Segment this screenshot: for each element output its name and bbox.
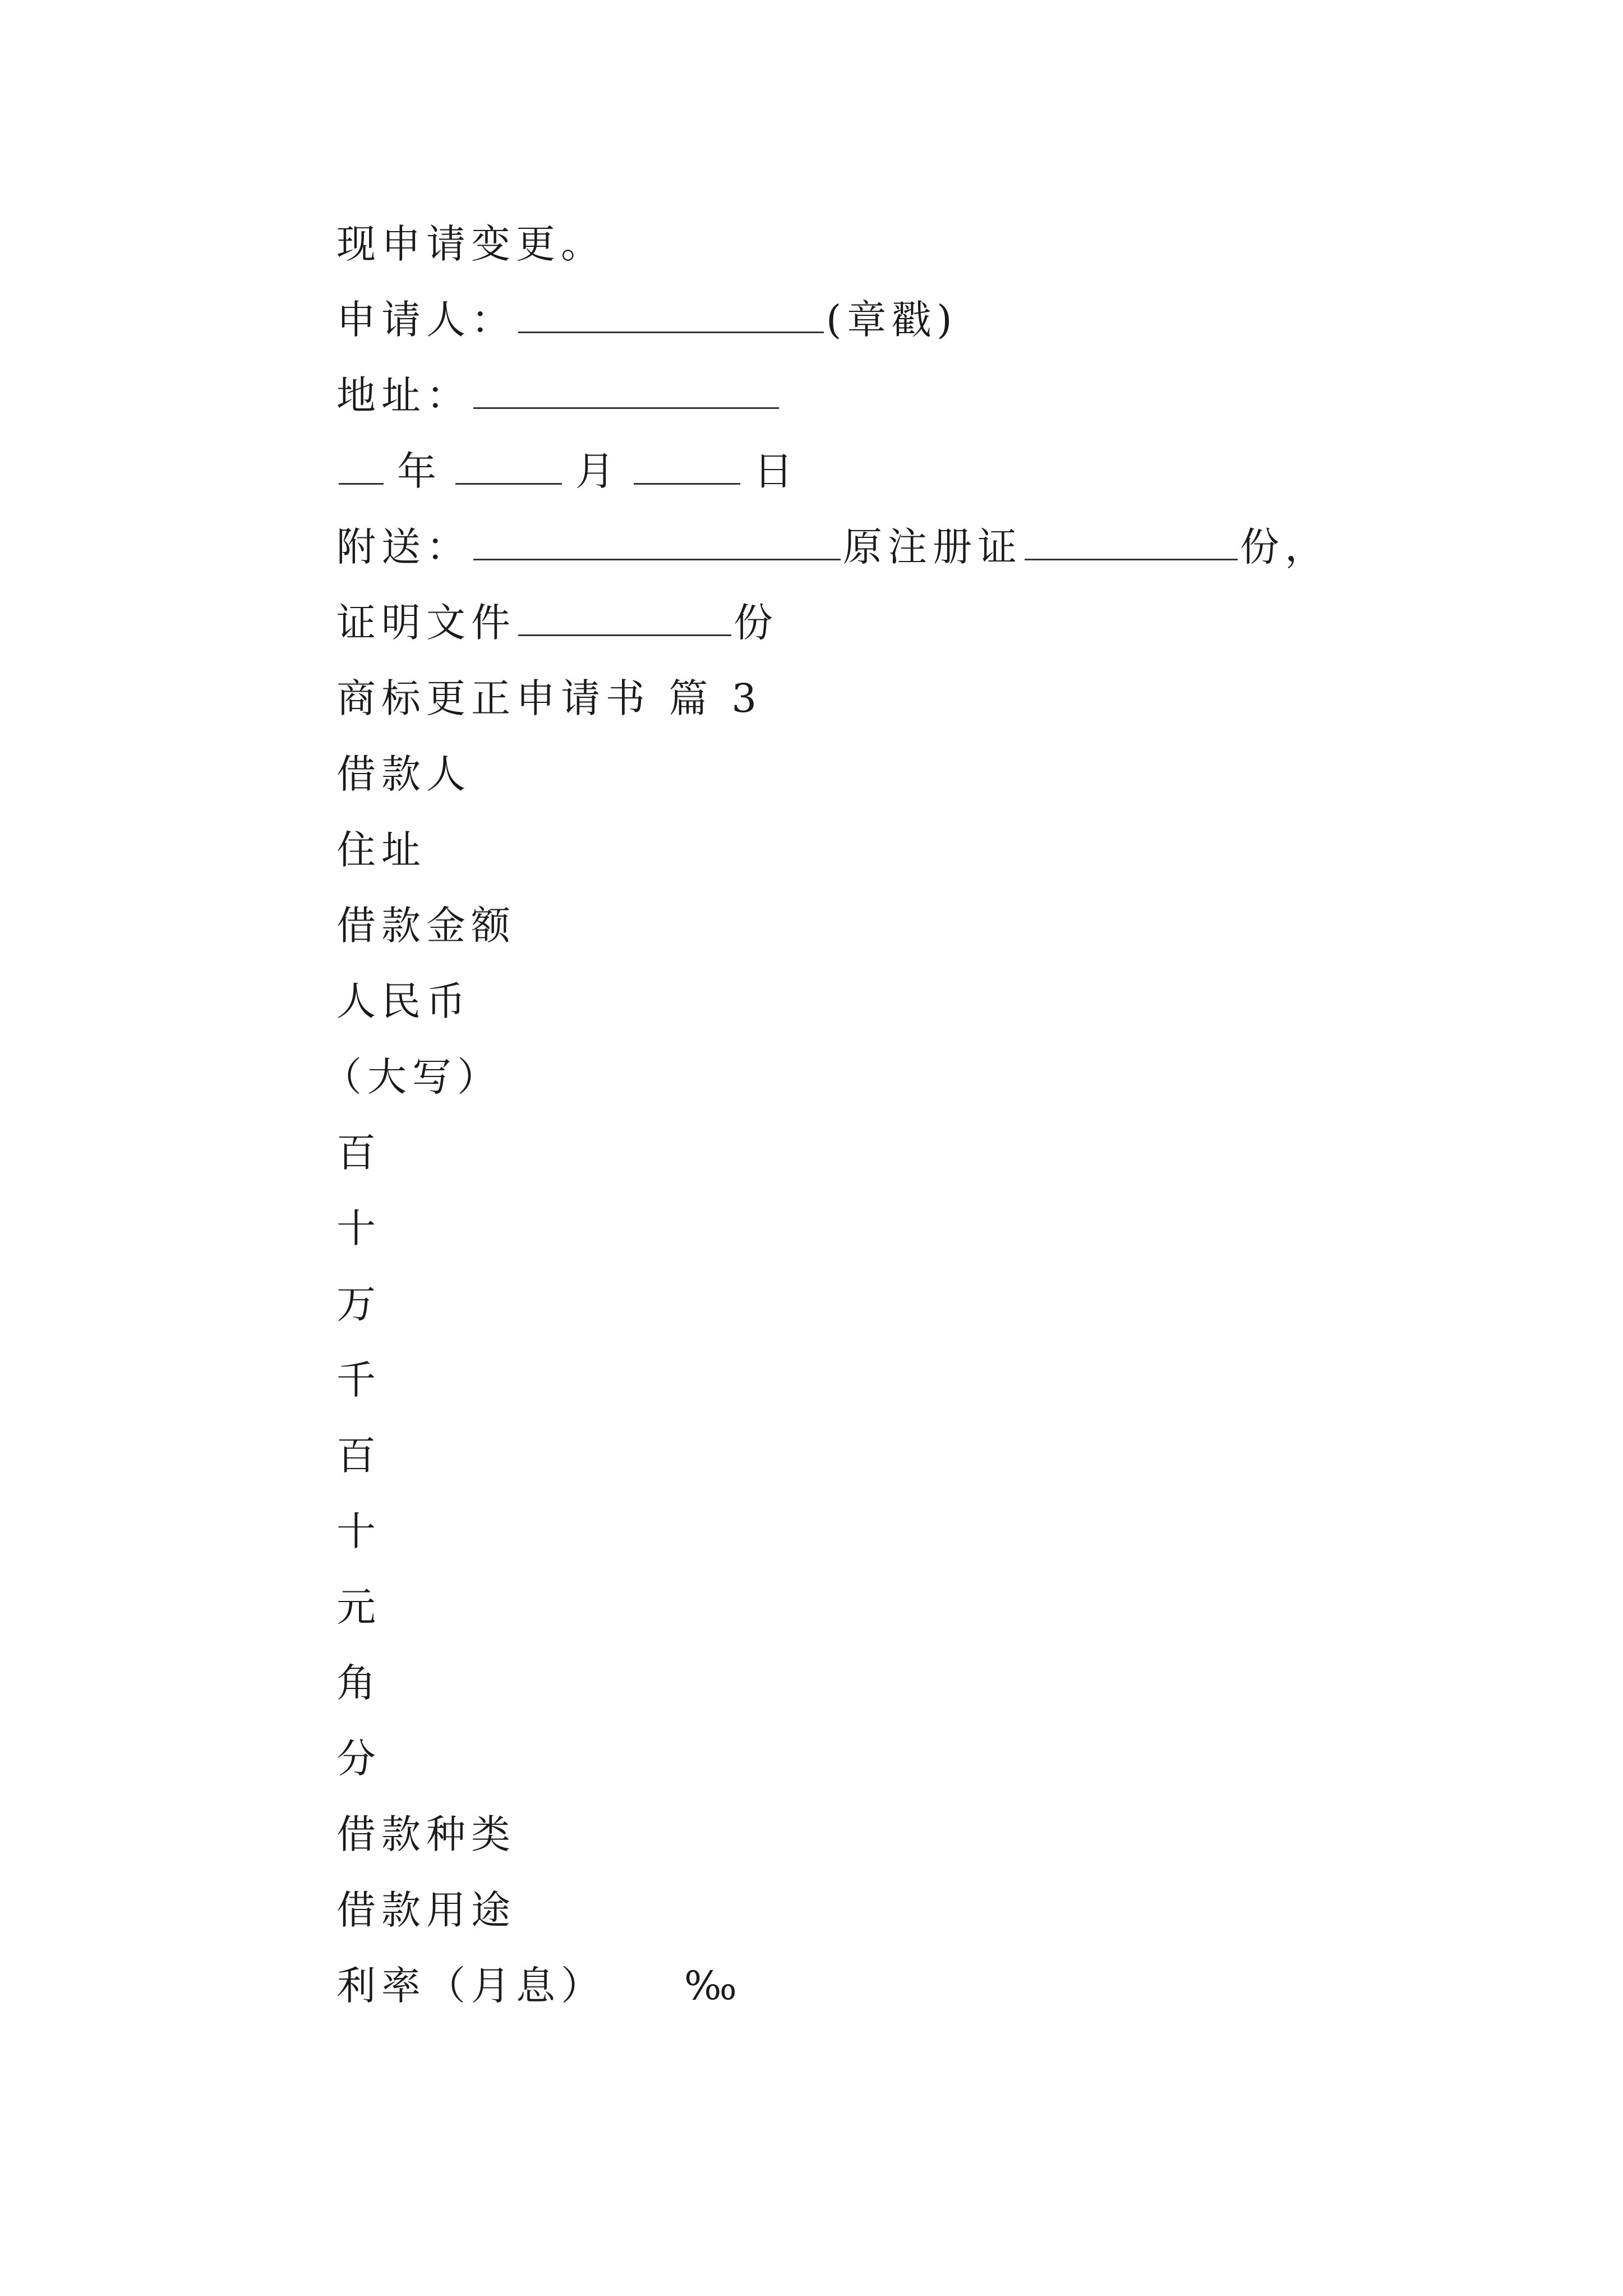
capital-label: （大写）: [322, 1054, 502, 1100]
digit-line: [336, 1733, 381, 1784]
date-line: [336, 446, 799, 496]
field-line: [336, 825, 426, 875]
rate-line: [336, 1961, 743, 2011]
day-label: 日: [754, 448, 799, 494]
applicant-label: 申请人：: [336, 297, 516, 343]
digit-line: [336, 1279, 381, 1329]
digit-line: [336, 1355, 381, 1405]
year-label: 年: [397, 448, 442, 494]
field-line: [336, 976, 471, 1027]
field-line: [336, 1885, 516, 1935]
attach-blank[interactable]: [473, 524, 841, 560]
digit-yuan-label: 元: [336, 1584, 381, 1630]
applicant-line: [336, 295, 958, 345]
year-blank[interactable]: [339, 448, 384, 485]
digit-hundred-label: 百: [336, 1130, 381, 1176]
digit-jiao-label: 角: [336, 1660, 381, 1706]
address-line: [336, 370, 781, 421]
address-label: 地址：: [336, 372, 471, 418]
loan-amount-label: 借款金额: [336, 903, 516, 949]
address-blank[interactable]: [473, 372, 779, 409]
digit-hundred-label-2: 百: [336, 1433, 381, 1479]
month-blank[interactable]: [455, 448, 562, 485]
digit-ten-thousand-label: 万: [336, 1281, 381, 1327]
proof-blank[interactable]: [518, 600, 731, 636]
field-line: [336, 1809, 516, 1860]
field-line: [336, 749, 471, 799]
digit-fen-label: 分: [336, 1736, 381, 1782]
borrower-label: 借款人: [336, 751, 471, 797]
heading-text: 商标更正申请书 篇 3: [336, 675, 763, 721]
copies-label-2: 份: [734, 600, 778, 646]
applicant-blank[interactable]: [518, 297, 824, 333]
orig-cert-label: 原注册证: [843, 524, 1022, 570]
digit-thousand-label: 千: [336, 1357, 381, 1403]
attach-label: 附送：: [336, 524, 471, 570]
attachment-line: [336, 522, 1330, 572]
permille-symbol: ‰: [684, 1963, 743, 2009]
digit-line: [336, 1658, 381, 1708]
digit-line: [336, 1128, 381, 1178]
field-line: [322, 1052, 502, 1102]
day-blank[interactable]: [634, 448, 740, 485]
field-line: [336, 900, 516, 951]
loan-type-label: 借款种类: [336, 1811, 516, 1857]
section-heading: [336, 673, 762, 724]
rmb-label: 人民币: [336, 978, 471, 1024]
residence-label: 住址: [336, 827, 426, 873]
digit-line: [336, 1582, 381, 1632]
digit-ten-label: 十: [336, 1205, 381, 1251]
text-line: [336, 219, 606, 269]
digit-ten-label-2: 十: [336, 1508, 381, 1554]
rate-label: 利率（月息）: [336, 1963, 606, 2009]
digit-line: [336, 1506, 381, 1557]
loan-use-label: 借款用途: [336, 1887, 516, 1933]
apply-change-text: 现申请变更。: [336, 221, 606, 267]
proof-line: [336, 597, 778, 648]
seal-label: (章戳): [826, 297, 958, 343]
digit-line: [336, 1203, 381, 1254]
month-label: 月: [575, 448, 620, 494]
copies-label: 份，: [1240, 524, 1330, 570]
orig-cert-blank[interactable]: [1025, 524, 1238, 560]
proof-label: 证明文件: [336, 600, 516, 646]
digit-line: [336, 1430, 381, 1481]
